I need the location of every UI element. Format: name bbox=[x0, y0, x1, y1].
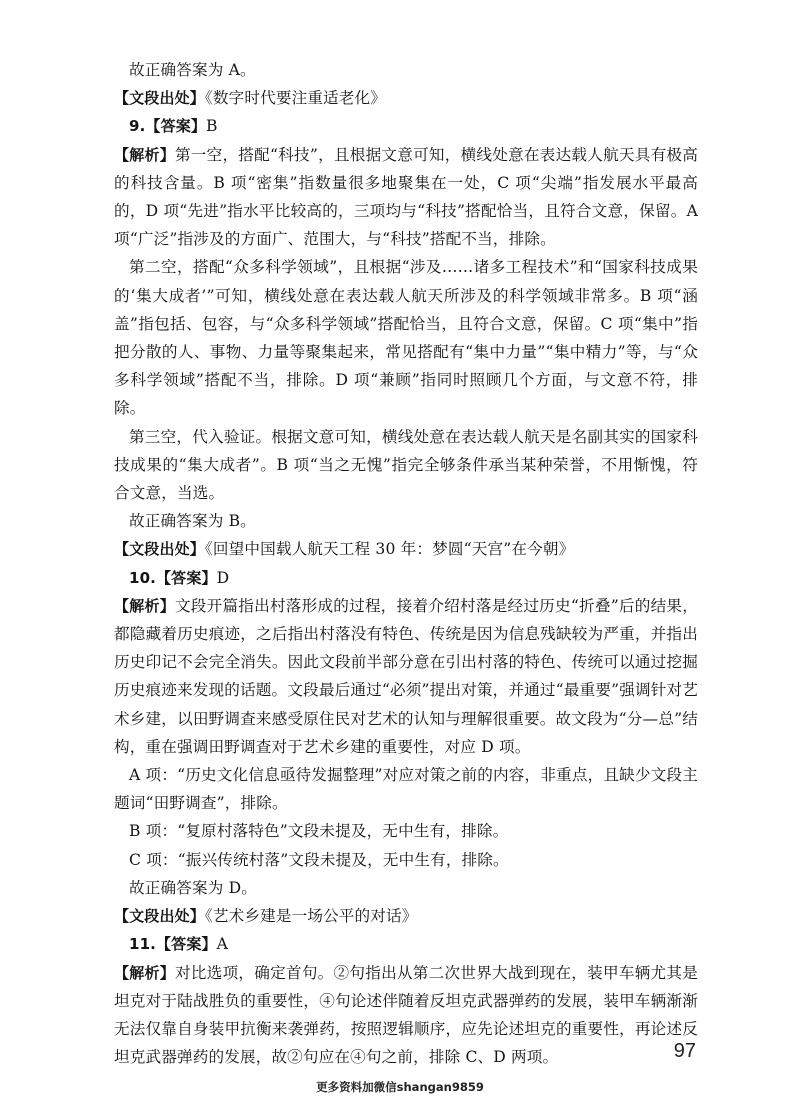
paragraph bbox=[114, 959, 698, 1072]
paragraph bbox=[114, 423, 698, 508]
paragraph bbox=[114, 564, 698, 592]
section-label: 9.【答案】 bbox=[129, 117, 207, 136]
paragraph-text: B bbox=[206, 117, 218, 136]
section-label: 【解析】 bbox=[114, 596, 175, 615]
paragraph-text: 《回望中国载人航天工程 30 年：梦圆“天宫”在今朝》 bbox=[204, 540, 575, 559]
paragraph-text: 故正确答案为 D。 bbox=[129, 878, 257, 897]
footer-note: 更多资料加微信shangan9859 bbox=[316, 1080, 484, 1094]
section-label: 【文段出处】 bbox=[114, 907, 205, 926]
section-label: 【解析】 bbox=[114, 145, 175, 164]
paragraph bbox=[114, 761, 698, 817]
paragraph-text: 故正确答案为 B。 bbox=[129, 512, 256, 531]
paragraph bbox=[114, 535, 698, 563]
paragraph-text: 文段开篇指出村落形成的过程，接着介绍村落是经过历史“折叠”后的结果，都隐藏着历史痕迹，之后指出村落没有特色、传统是因为信息残缺较为严重，并指出历史印记不会完全消失。因此文段前半部分意在引出村落的特色、传统可以通过挖掘历史痕迹来发现的话题。文段最后通过“必须”提出对策，并通过“最重要”强调针对艺术乡建，以田野调查来感受原住民对艺术的认知与理解很重要。故文段为“分—总”结构，重在强调田野调查对于艺术乡建的重要性，对应 D 项。 bbox=[114, 596, 698, 756]
paragraph bbox=[114, 817, 698, 845]
paragraph-text: 对比选项，确定首句。②句指出从第二次世界大战到现在，装甲车辆尤其是坦克对于陆战胜负的重要性，④句论述伴随着反坦克武器弹药的发展，装甲车辆渐渐无法仅靠自身装甲抗衡来袭弹药，按照逻辑顺序，应先论述坦克的重要性，再论述反坦克武器弹药的发展，故②句应在④句之前，排除 C、D 两项。 bbox=[114, 963, 698, 1067]
paragraph-text: 第二空，搭配“众多科学领域”，且根据“涉及……诸多工程技术”和“国家科技成果的‘集大成者’”可知，横线处意在表达载人航天所涉及的科学领域非常多。B 项“涵盖”指包括、包容，与“众多科学领域”搭配恰当，且符合文意，保留。C 项“集中”指把分散的人、事物、力量等聚集起来，常见搭配有“集中力量”“集中精力”等，与“众多科学领域”搭配不当，排除。D 项“兼顾”指同时照顾几个方面，与文意不符，排除。 bbox=[114, 258, 698, 418]
paragraph bbox=[114, 56, 698, 84]
paragraph bbox=[114, 84, 698, 112]
paragraph bbox=[114, 253, 698, 422]
paragraph-text: 第一空，搭配“科技”，且根据文意可知，横线处意在表达载人航天具有极高的科技含量。B 项“密集”指数量很多地聚集在一处，C 项“尖端”指发展水平最高的，D 项“先进”指水平比较高的，三项均与“科技”搭配恰当，且符合文意，保留。A 项“广泛”指涉及的方面广、范围大，与“科技”搭配不当，排除。 bbox=[114, 145, 698, 249]
paragraph-text: C 项：“振兴传统村落”文段未提及，无中生有，排除。 bbox=[129, 850, 509, 869]
section-label: 【解析】 bbox=[114, 963, 176, 982]
paragraph-text: A bbox=[216, 935, 229, 954]
section-label: 【文段出处】 bbox=[114, 89, 205, 108]
paragraph-text: 第三空，代入验证。根据文意可知，横线处意在表达载人航天是名副其实的国家科技成果的“集大成者”。B 项“当之无愧”指完全够条件承当某种荣誉，不用惭愧，符合文意，当选。 bbox=[114, 427, 698, 503]
document-body bbox=[114, 56, 698, 1071]
paragraph bbox=[114, 846, 698, 874]
paragraph-text: A 项：“历史文化信息亟待发掘整理”对应对策之前的内容，非重点，且缺少文段主题词“田野调查”，排除。 bbox=[114, 766, 698, 813]
paragraph-text: 《数字时代要注重适老化》 bbox=[204, 89, 387, 108]
paragraph bbox=[114, 141, 698, 254]
paragraph bbox=[114, 592, 698, 761]
paragraph-text: 故正确答案为 A。 bbox=[129, 61, 256, 79]
section-label: 11.【答案】 bbox=[129, 935, 217, 954]
paragraph bbox=[114, 902, 698, 930]
paragraph-text: D bbox=[216, 568, 230, 587]
section-label: 10.【答案】 bbox=[129, 568, 217, 587]
paragraph-text: B 项：“复原村落特色”文段未提及，无中生有，排除。 bbox=[129, 822, 509, 841]
paragraph-text: 《艺术乡建是一场公平的对话》 bbox=[204, 907, 418, 926]
paragraph bbox=[114, 930, 698, 958]
paragraph bbox=[114, 874, 698, 902]
paragraph bbox=[114, 507, 698, 535]
section-label: 【文段出处】 bbox=[114, 540, 205, 559]
paragraph bbox=[114, 112, 698, 140]
page-number: 97 bbox=[673, 1040, 696, 1062]
